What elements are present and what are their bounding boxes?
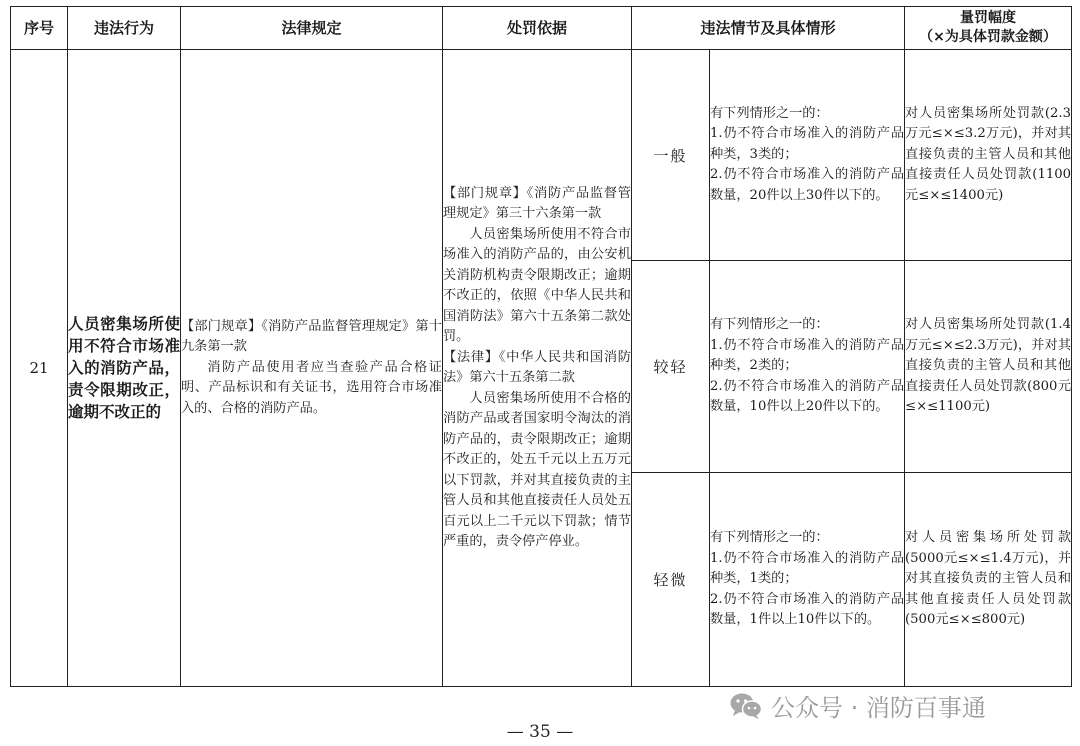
penalty-general: 对人员密集场所处罚款(2.3万元≤×≤3.2万元)，并对其直接负责的主管人员和其他直接责任人员处罚款(1100元≤×≤1400元)	[905, 50, 1072, 261]
header-row	[11, 7, 1072, 50]
header-penalty-basis: 处罚依据	[443, 7, 632, 50]
circumstance-intro: 有下列情形之一的：	[710, 530, 829, 546]
circumstance-minor	[710, 473, 905, 687]
level-lighter: 较轻	[632, 261, 710, 473]
level-minor: 轻微	[632, 473, 710, 687]
basis-text-regulation: 人员密集场所使用不符合市场准入的消防产品的，由公安机关消防机构责令限期改正；逾期不改正的，依照《中华人民共和国消防法》第六十五条第二款处罚。	[443, 226, 631, 344]
circumstance-intro: 有下列情形之一的：	[710, 105, 829, 121]
header-violation: 违法行为	[68, 7, 181, 50]
watermark-text: 公众号 · 消防百事通	[771, 694, 986, 722]
level-general: 一般	[632, 50, 710, 261]
row-legal-provision	[181, 50, 443, 687]
circumstance-item: 1.仍不符合市场准入的消防产品种类，1类的；	[710, 550, 905, 587]
basis-text-law: 人员密集场所使用不合格的消防产品或者国家明令淘汰的消防产品的，责令限期改正；逾期不改正的，处五千元以上五万元以下罚款，并对其直接负责的主管人员和其他直接责任人员处五百元以上二千元以下罚款；情节严重的，责令停产停业。	[443, 390, 631, 549]
basis-citation-regulation: 【部门规章】《消防产品监督管理规定》第三十六条第一款	[443, 185, 631, 221]
header-legal-provision: 法律规定	[181, 7, 443, 50]
law-text: 消防产品使用者应当查验产品合格证明、产品标识和有关证书，选用符合市场准入的、合格的消防产品。	[181, 359, 442, 416]
row-penalty-basis	[443, 50, 632, 687]
header-penalty-range-note: （×为具体罚款金额）	[919, 29, 1057, 45]
header-circumstances: 违法情节及具体情形	[632, 7, 905, 50]
circumstance-item: 2.仍不符合市场准入的消防产品数量，1件以上10件以下的。	[710, 591, 905, 628]
circumstance-item: 2.仍不符合市场准入的消防产品数量，10件以上20件以下的。	[710, 378, 905, 415]
regulation-table	[10, 6, 1072, 687]
wechat-icon	[729, 692, 763, 720]
circumstance-general	[710, 50, 905, 261]
row-violation: 人员密集场所使用不符合市场准入的消防产品，责令限期改正，逾期不改正的	[68, 50, 181, 687]
circumstance-lighter	[710, 261, 905, 473]
header-seq: 序号	[11, 7, 68, 50]
circumstance-intro: 有下列情形之一的：	[710, 317, 829, 333]
page-number: — 35 —	[506, 722, 574, 742]
basis-citation-law: 【法律】《中华人民共和国消防法》第六十五条第二款	[443, 349, 631, 385]
law-citation: 【部门规章】《消防产品监督管理规定》第十九条第一款	[181, 318, 442, 355]
watermark	[729, 688, 986, 723]
circumstance-item: 2.仍不符合市场准入的消防产品数量，20件以上30件以下的。	[710, 167, 905, 203]
header-penalty-range	[905, 7, 1072, 50]
circumstance-item: 1.仍不符合市场准入的消防产品种类，3类的；	[710, 126, 905, 162]
circumstance-item: 1.仍不符合市场准入的消防产品种类，2类的；	[710, 337, 905, 374]
table-row	[11, 50, 1072, 261]
penalty-minor: 对人员密集场所处罚款(5000元≤×≤1.4万元)，并对其直接负责的主管人员和其他直接责任人员处罚款(500元≤×≤800元)	[905, 473, 1072, 687]
penalty-lighter: 对人员密集场所处罚款(1.4万元≤×≤2.3万元)，并对其直接负责的主管人员和其他直接责任人员处罚款(800元≤×≤1100元)	[905, 261, 1072, 473]
header-penalty-range-title: 量罚幅度	[960, 10, 1017, 26]
row-seq: 21	[11, 50, 68, 687]
